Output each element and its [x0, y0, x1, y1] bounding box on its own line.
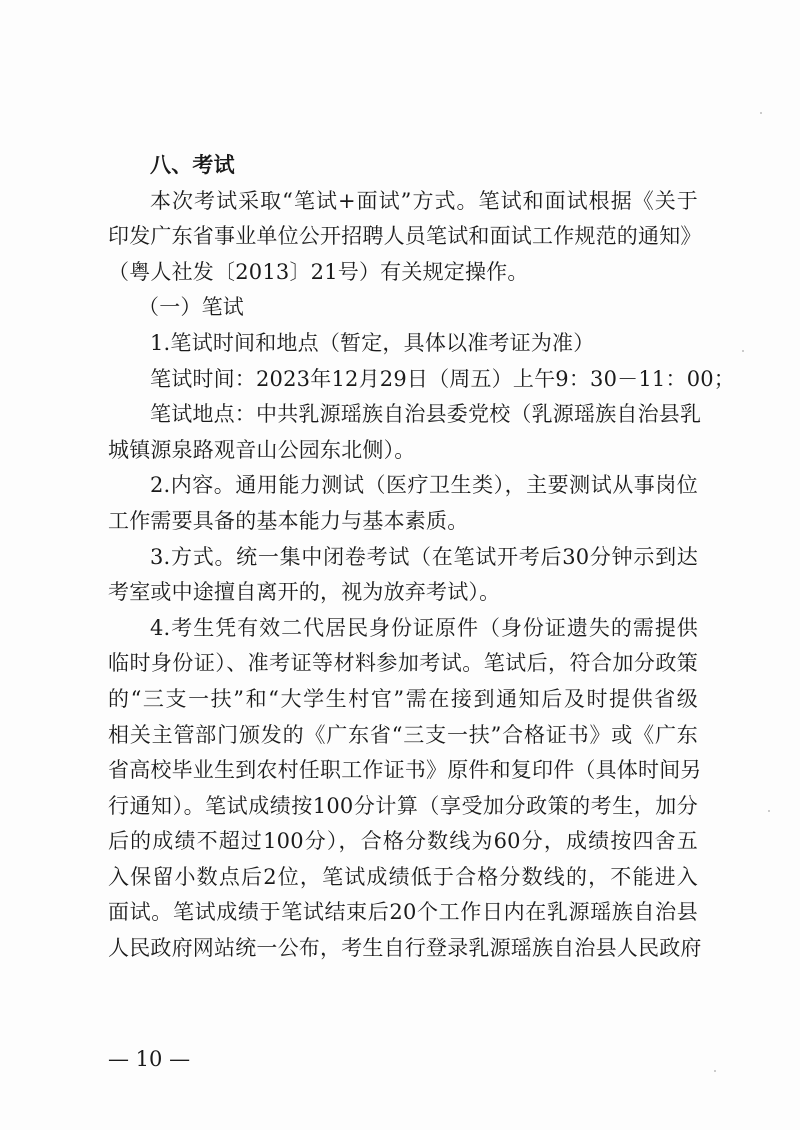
paragraph-line: 笔试时间：2023年12月29日（周五）上午9：30－11：00；: [150, 366, 736, 391]
subsection-title: （一）笔试: [138, 295, 244, 320]
scan-speck: [768, 810, 770, 812]
scan-speck: [714, 1070, 716, 1072]
paragraph-line: 考室或中途擅自离开的，视为放弃考试）。: [108, 580, 501, 605]
paragraph-line: （粤人社发〔2013〕21号）有关规定操作。: [108, 259, 529, 284]
paragraph-line: 4.考生凭有效二代居民身份证原件（身份证遗失的需提供: [150, 615, 698, 640]
paragraph-line: 3.方式。统一集中闭卷考试（在笔试开考后30分钟示到达: [150, 544, 698, 569]
paragraph-line: 印发广东省事业单位公开招聘人员笔试和面试工作规范的通知》: [108, 224, 702, 249]
paragraph-line: 临时身份证）、准考证等材料参加考试。笔试后，符合加分政策: [108, 651, 698, 676]
page-number: — 10 —: [108, 1047, 191, 1071]
paragraph-line: 相关主管部门颁发的《广东省“三支一扶”合格证书》或《广东: [108, 722, 698, 747]
scan-speck: [760, 112, 762, 114]
paragraph-line: 本次考试采取“笔试+面试”方式。笔试和面试根据《关于: [150, 188, 698, 213]
paragraph-line: 面试。笔试成绩于笔试结束后20个工作日内在乳源瑶族自治县: [108, 900, 698, 925]
paragraph-line: 入保留小数点后2位，笔试成绩低于合格分数线的，不能进入: [108, 864, 698, 889]
document-body: [108, 148, 736, 967]
paragraph-line: 工作需要具备的基本能力与基本素质。: [108, 508, 469, 533]
paragraph-line: 省高校毕业生到农村任职工作证书》原件和复印件（具体时间另: [108, 758, 702, 783]
paragraph-line: 后的成绩不超过100分），合格分数线为60分，成绩按四舍五: [108, 829, 698, 854]
paragraph-line: 城镇源泉路观音山公园东北侧）。: [108, 437, 416, 462]
paragraph-line: 行通知）。笔试成绩按100分计算（享受加分政策的考生，加分: [108, 793, 698, 818]
section-title: 八、考试: [150, 153, 235, 177]
paragraph-line: 1.笔试时间和地点（暂定，具体以准考证为准）: [150, 330, 595, 355]
paragraph-line: 人民政府网站统一公布，考生自行登录乳源瑶族自治县人民政府: [108, 936, 702, 961]
paragraph-line: 笔试地点：中共乳源瑶族自治县委党校（乳源瑶族自治县乳: [150, 402, 702, 427]
paragraph-line: 2.内容。通用能力测试（医疗卫生类），主要测试从事岗位: [150, 473, 698, 498]
paragraph-line: 的“三支一扶”和“大学生村官”需在接到通知后及时提供省级: [108, 686, 698, 711]
scan-speck: [742, 350, 744, 352]
